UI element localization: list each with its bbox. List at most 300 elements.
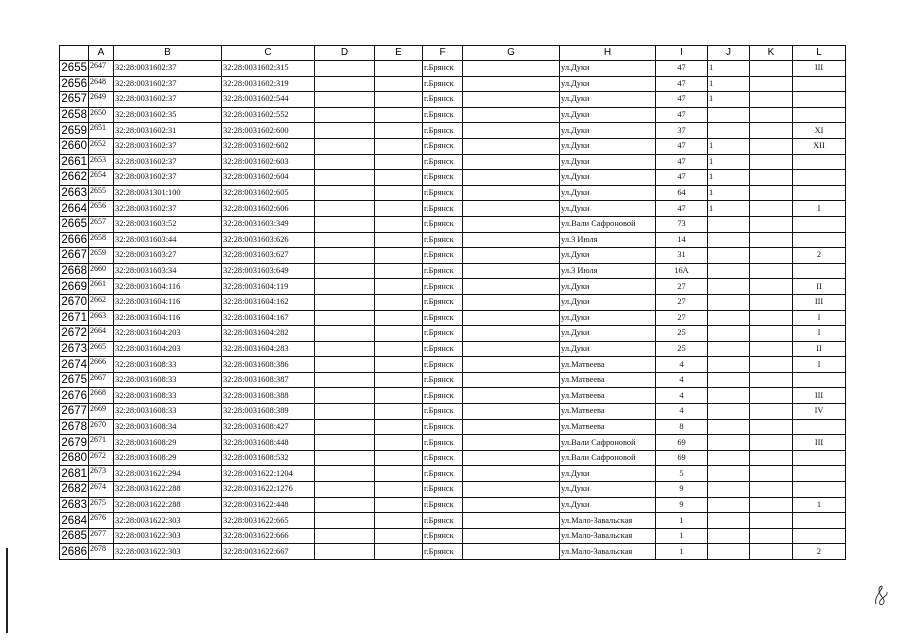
cell-i[interactable]: 47 <box>656 201 708 217</box>
row-number[interactable]: 2673 <box>61 342 87 355</box>
cell-a[interactable]: 2665 <box>89 341 114 357</box>
cell-d[interactable] <box>315 154 375 170</box>
cell-e[interactable] <box>375 138 423 154</box>
column-header-d[interactable]: D <box>315 46 375 61</box>
cell-k[interactable] <box>750 61 793 77</box>
cell-c[interactable]: 32:28:0031602:605 <box>222 185 315 201</box>
cell-i[interactable]: 1 <box>656 528 708 544</box>
cell-i[interactable]: 5 <box>656 466 708 482</box>
cell-c[interactable]: 32:28:0031622:1276 <box>222 482 315 498</box>
row-number[interactable]: 2683 <box>61 498 87 511</box>
cell-j[interactable] <box>708 123 750 139</box>
cell-f[interactable]: г.Брянск <box>423 61 463 77</box>
cell-b[interactable]: 32:28:0031608:33 <box>114 372 222 388</box>
cell-f[interactable]: г.Брянск <box>423 92 463 108</box>
column-header-h[interactable]: H <box>560 46 656 61</box>
cell-b[interactable]: 32:28:0031622:288 <box>114 482 222 498</box>
cell-f[interactable]: г.Брянск <box>423 450 463 466</box>
cell-j[interactable] <box>708 388 750 404</box>
cell-e[interactable] <box>375 372 423 388</box>
cell-j[interactable]: 1 <box>708 185 750 201</box>
cell-b[interactable]: 32:28:0031604:116 <box>114 279 222 295</box>
cell-l[interactable] <box>793 466 846 482</box>
cell-g[interactable] <box>463 232 560 248</box>
cell-e[interactable] <box>375 170 423 186</box>
row-number[interactable]: 2677 <box>61 405 87 418</box>
cell-l[interactable] <box>793 154 846 170</box>
cell-h[interactable]: ул.Дуки <box>560 248 656 264</box>
cell-i[interactable]: 9 <box>656 482 708 498</box>
cell-l[interactable]: II <box>793 341 846 357</box>
row-number[interactable]: 2662 <box>61 171 87 184</box>
cell-b[interactable]: 32:28:0031602:37 <box>114 76 222 92</box>
cell-d[interactable] <box>315 372 375 388</box>
cell-g[interactable] <box>463 419 560 435</box>
cell-b[interactable]: 32:28:0031622:303 <box>114 544 222 560</box>
cell-a[interactable]: 2661 <box>89 279 114 295</box>
cell-b[interactable]: 32:28:0031602:37 <box>114 138 222 154</box>
cell-a[interactable]: 2662 <box>89 294 114 310</box>
column-header-i[interactable]: I <box>656 46 708 61</box>
cell-j[interactable] <box>708 497 750 513</box>
cell-d[interactable] <box>315 435 375 451</box>
cell-c[interactable]: 32:28:0031602:602 <box>222 138 315 154</box>
cell-i[interactable]: 47 <box>656 107 708 123</box>
cell-l[interactable]: III <box>793 388 846 404</box>
cell-h[interactable]: ул.Вали Сафроновой <box>560 450 656 466</box>
cell-k[interactable] <box>750 170 793 186</box>
cell-g[interactable] <box>463 294 560 310</box>
cell-c[interactable]: 32:28:0031608:389 <box>222 404 315 420</box>
cell-d[interactable] <box>315 279 375 295</box>
cell-j[interactable] <box>708 466 750 482</box>
cell-j[interactable] <box>708 263 750 279</box>
cell-c[interactable]: 32:28:0031622:448 <box>222 497 315 513</box>
row-number[interactable]: 2674 <box>61 358 87 371</box>
cell-f[interactable]: г.Брянск <box>423 435 463 451</box>
cell-c[interactable]: 32:28:0031608:387 <box>222 372 315 388</box>
cell-j[interactable]: 1 <box>708 201 750 217</box>
cell-b[interactable]: 32:28:0031622:294 <box>114 466 222 482</box>
cell-k[interactable] <box>750 435 793 451</box>
cell-g[interactable] <box>463 388 560 404</box>
cell-k[interactable] <box>750 497 793 513</box>
cell-i[interactable]: 8 <box>656 419 708 435</box>
row-number[interactable]: 2682 <box>61 483 87 496</box>
cell-j[interactable]: 1 <box>708 92 750 108</box>
cell-h[interactable]: ул.Дуки <box>560 92 656 108</box>
cell-e[interactable] <box>375 357 423 373</box>
cell-e[interactable] <box>375 435 423 451</box>
cell-h[interactable]: ул.Матвеева <box>560 357 656 373</box>
cell-d[interactable] <box>315 310 375 326</box>
cell-l[interactable] <box>793 263 846 279</box>
cell-f[interactable]: г.Брянск <box>423 466 463 482</box>
cell-j[interactable] <box>708 482 750 498</box>
cell-j[interactable] <box>708 216 750 232</box>
cell-i[interactable]: 4 <box>656 404 708 420</box>
cell-l[interactable] <box>793 372 846 388</box>
cell-k[interactable] <box>750 404 793 420</box>
cell-a[interactable]: 2655 <box>89 185 114 201</box>
cell-a[interactable]: 2659 <box>89 248 114 264</box>
cell-i[interactable]: 31 <box>656 248 708 264</box>
cell-a[interactable]: 2657 <box>89 216 114 232</box>
cell-j[interactable] <box>708 435 750 451</box>
cell-g[interactable] <box>463 107 560 123</box>
cell-k[interactable] <box>750 216 793 232</box>
cell-d[interactable] <box>315 201 375 217</box>
cell-c[interactable]: 32:28:0031603:626 <box>222 232 315 248</box>
cell-f[interactable]: г.Брянск <box>423 497 463 513</box>
cell-e[interactable] <box>375 482 423 498</box>
cell-l[interactable] <box>793 232 846 248</box>
cell-h[interactable]: ул.Дуки <box>560 326 656 342</box>
cell-k[interactable] <box>750 232 793 248</box>
cell-d[interactable] <box>315 326 375 342</box>
cell-l[interactable] <box>793 170 846 186</box>
cell-k[interactable] <box>750 372 793 388</box>
row-number[interactable]: 2672 <box>61 327 87 340</box>
cell-b[interactable]: 32:28:0031622:303 <box>114 528 222 544</box>
cell-h[interactable]: ул.Мало-Завальская <box>560 513 656 529</box>
cell-k[interactable] <box>750 450 793 466</box>
cell-d[interactable] <box>315 294 375 310</box>
row-number[interactable]: 2679 <box>61 436 87 449</box>
cell-g[interactable] <box>463 310 560 326</box>
row-number[interactable]: 2685 <box>61 530 87 543</box>
row-number[interactable]: 2686 <box>61 545 87 558</box>
cell-f[interactable]: г.Брянск <box>423 404 463 420</box>
cell-f[interactable]: г.Брянск <box>423 419 463 435</box>
cell-i[interactable]: 1 <box>656 544 708 560</box>
cell-e[interactable] <box>375 341 423 357</box>
cell-a[interactable]: 2654 <box>89 170 114 186</box>
cell-h[interactable]: ул.3 Июля <box>560 232 656 248</box>
cell-b[interactable]: 32:28:0031622:288 <box>114 497 222 513</box>
cell-h[interactable]: ул.Дуки <box>560 294 656 310</box>
cell-a[interactable]: 2678 <box>89 544 114 560</box>
cell-j[interactable] <box>708 294 750 310</box>
cell-h[interactable]: ул.Дуки <box>560 138 656 154</box>
cell-h[interactable]: ул.Матвеева <box>560 404 656 420</box>
cell-a[interactable]: 2668 <box>89 388 114 404</box>
cell-h[interactable]: ул.Дуки <box>560 170 656 186</box>
cell-f[interactable]: г.Брянск <box>423 216 463 232</box>
cell-g[interactable] <box>463 404 560 420</box>
cell-g[interactable] <box>463 170 560 186</box>
cell-g[interactable] <box>463 482 560 498</box>
row-number[interactable]: 2661 <box>61 155 87 168</box>
cell-h[interactable]: ул.Дуки <box>560 201 656 217</box>
cell-c[interactable]: 32:28:0031604:282 <box>222 326 315 342</box>
cell-k[interactable] <box>750 294 793 310</box>
cell-c[interactable]: 32:28:0031608:427 <box>222 419 315 435</box>
cell-g[interactable] <box>463 279 560 295</box>
cell-e[interactable] <box>375 76 423 92</box>
cell-f[interactable]: г.Брянск <box>423 310 463 326</box>
cell-e[interactable] <box>375 528 423 544</box>
cell-l[interactable]: XII <box>793 138 846 154</box>
cell-i[interactable]: 37 <box>656 123 708 139</box>
cell-i[interactable]: 47 <box>656 154 708 170</box>
cell-k[interactable] <box>750 419 793 435</box>
cell-k[interactable] <box>750 248 793 264</box>
cell-f[interactable]: г.Брянск <box>423 185 463 201</box>
cell-d[interactable] <box>315 61 375 77</box>
cell-d[interactable] <box>315 138 375 154</box>
cell-j[interactable]: 1 <box>708 170 750 186</box>
row-number[interactable]: 2681 <box>61 467 87 480</box>
cell-j[interactable] <box>708 279 750 295</box>
cell-a[interactable]: 2673 <box>89 466 114 482</box>
row-number[interactable]: 2660 <box>61 140 87 153</box>
cell-b[interactable]: 32:28:0031608:33 <box>114 388 222 404</box>
cell-l[interactable]: 1 <box>793 497 846 513</box>
cell-i[interactable]: 47 <box>656 61 708 77</box>
cell-c[interactable]: 32:28:0031602:544 <box>222 92 315 108</box>
cell-h[interactable]: ул.3 Июля <box>560 263 656 279</box>
cell-c[interactable]: 32:28:0031602:552 <box>222 107 315 123</box>
row-number[interactable]: 2665 <box>61 218 87 231</box>
cell-l[interactable] <box>793 92 846 108</box>
cell-d[interactable] <box>315 123 375 139</box>
cell-h[interactable]: ул.Дуки <box>560 466 656 482</box>
cell-c[interactable]: 32:28:0031602:315 <box>222 61 315 77</box>
cell-b[interactable]: 32:28:0031608:29 <box>114 450 222 466</box>
cell-a[interactable]: 2652 <box>89 138 114 154</box>
cell-f[interactable]: г.Брянск <box>423 279 463 295</box>
cell-i[interactable]: 14 <box>656 232 708 248</box>
cell-g[interactable] <box>463 326 560 342</box>
cell-h[interactable]: ул.Дуки <box>560 154 656 170</box>
cell-f[interactable]: г.Брянск <box>423 232 463 248</box>
cell-d[interactable] <box>315 341 375 357</box>
cell-h[interactable]: ул.Дуки <box>560 76 656 92</box>
cell-h[interactable]: ул.Дуки <box>560 310 656 326</box>
cell-a[interactable]: 2660 <box>89 263 114 279</box>
cell-e[interactable] <box>375 232 423 248</box>
cell-a[interactable]: 2675 <box>89 497 114 513</box>
row-number[interactable]: 2680 <box>61 452 87 465</box>
cell-l[interactable]: 2 <box>793 248 846 264</box>
cell-i[interactable]: 25 <box>656 326 708 342</box>
cell-i[interactable]: 4 <box>656 372 708 388</box>
cell-k[interactable] <box>750 123 793 139</box>
cell-f[interactable]: г.Брянск <box>423 388 463 404</box>
cell-c[interactable]: 32:28:0031604:119 <box>222 279 315 295</box>
cell-c[interactable]: 32:28:0031608:448 <box>222 435 315 451</box>
cell-e[interactable] <box>375 61 423 77</box>
cell-c[interactable]: 32:28:0031608:532 <box>222 450 315 466</box>
cell-k[interactable] <box>750 185 793 201</box>
row-number[interactable]: 2657 <box>61 93 87 106</box>
cell-i[interactable]: 47 <box>656 170 708 186</box>
cell-e[interactable] <box>375 263 423 279</box>
cell-k[interactable] <box>750 388 793 404</box>
row-number[interactable]: 2658 <box>61 109 87 122</box>
cell-l[interactable] <box>793 76 846 92</box>
cell-j[interactable] <box>708 107 750 123</box>
cell-k[interactable] <box>750 528 793 544</box>
cell-f[interactable]: г.Брянск <box>423 357 463 373</box>
cell-l[interactable]: XI <box>793 123 846 139</box>
cell-g[interactable] <box>463 154 560 170</box>
cell-j[interactable] <box>708 419 750 435</box>
cell-g[interactable] <box>463 123 560 139</box>
row-number[interactable]: 2669 <box>61 280 87 293</box>
cell-i[interactable]: 4 <box>656 357 708 373</box>
cell-d[interactable] <box>315 528 375 544</box>
cell-l[interactable]: II <box>793 279 846 295</box>
cell-k[interactable] <box>750 279 793 295</box>
cell-f[interactable]: г.Брянск <box>423 263 463 279</box>
cell-h[interactable]: ул.Дуки <box>560 482 656 498</box>
cell-d[interactable] <box>315 170 375 186</box>
cell-k[interactable] <box>750 107 793 123</box>
cell-c[interactable]: 32:28:0031604:283 <box>222 341 315 357</box>
cell-j[interactable] <box>708 450 750 466</box>
cell-f[interactable]: г.Брянск <box>423 248 463 264</box>
cell-b[interactable]: 32:28:0031602:37 <box>114 61 222 77</box>
cell-f[interactable]: г.Брянск <box>423 294 463 310</box>
cell-i[interactable]: 73 <box>656 216 708 232</box>
cell-c[interactable]: 32:28:0031602:604 <box>222 170 315 186</box>
cell-a[interactable]: 2676 <box>89 513 114 529</box>
cell-l[interactable]: IV <box>793 404 846 420</box>
cell-h[interactable]: ул.Дуки <box>560 61 656 77</box>
column-header-c[interactable]: C <box>222 46 315 61</box>
cell-c[interactable]: 32:28:0031603:627 <box>222 248 315 264</box>
cell-d[interactable] <box>315 92 375 108</box>
cell-d[interactable] <box>315 107 375 123</box>
row-number[interactable]: 2667 <box>61 249 87 262</box>
cell-i[interactable]: 25 <box>656 341 708 357</box>
cell-f[interactable]: г.Брянск <box>423 544 463 560</box>
cell-b[interactable]: 32:28:0031603:44 <box>114 232 222 248</box>
cell-d[interactable] <box>315 544 375 560</box>
cell-l[interactable] <box>793 107 846 123</box>
cell-f[interactable]: г.Брянск <box>423 513 463 529</box>
row-number[interactable]: 2670 <box>61 296 87 309</box>
cell-i[interactable]: 27 <box>656 310 708 326</box>
cell-h[interactable]: ул.Мало-Завальская <box>560 544 656 560</box>
cell-k[interactable] <box>750 544 793 560</box>
cell-b[interactable]: 32:28:0031622:303 <box>114 513 222 529</box>
cell-c[interactable]: 32:28:0031604:162 <box>222 294 315 310</box>
cell-i[interactable]: 64 <box>656 185 708 201</box>
cell-c[interactable]: 32:28:0031622:666 <box>222 528 315 544</box>
cell-g[interactable] <box>463 76 560 92</box>
cell-a[interactable]: 2663 <box>89 310 114 326</box>
cell-c[interactable]: 32:28:0031608:388 <box>222 388 315 404</box>
cell-h[interactable]: ул.Матвеева <box>560 388 656 404</box>
cell-e[interactable] <box>375 450 423 466</box>
cell-e[interactable] <box>375 388 423 404</box>
cell-l[interactable]: I <box>793 201 846 217</box>
cell-k[interactable] <box>750 513 793 529</box>
cell-h[interactable]: ул.Мало-Завальская <box>560 528 656 544</box>
row-number[interactable]: 2671 <box>61 311 87 324</box>
cell-k[interactable] <box>750 138 793 154</box>
cell-e[interactable] <box>375 201 423 217</box>
cell-c[interactable]: 32:28:0031602:319 <box>222 76 315 92</box>
cell-l[interactable] <box>793 528 846 544</box>
cell-a[interactable]: 2658 <box>89 232 114 248</box>
cell-g[interactable] <box>463 544 560 560</box>
cell-j[interactable] <box>708 357 750 373</box>
cell-k[interactable] <box>750 263 793 279</box>
cell-e[interactable] <box>375 279 423 295</box>
cell-d[interactable] <box>315 185 375 201</box>
cell-f[interactable]: г.Брянск <box>423 201 463 217</box>
cell-f[interactable]: г.Брянск <box>423 528 463 544</box>
cell-c[interactable]: 32:28:0031602:606 <box>222 201 315 217</box>
cell-k[interactable] <box>750 326 793 342</box>
cell-g[interactable] <box>463 357 560 373</box>
cell-g[interactable] <box>463 61 560 77</box>
cell-d[interactable] <box>315 76 375 92</box>
cell-a[interactable]: 2671 <box>89 435 114 451</box>
cell-d[interactable] <box>315 404 375 420</box>
cell-e[interactable] <box>375 326 423 342</box>
cell-g[interactable] <box>463 372 560 388</box>
cell-a[interactable]: 2672 <box>89 450 114 466</box>
column-header-f[interactable]: F <box>423 46 463 61</box>
cell-c[interactable]: 32:28:0031602:600 <box>222 123 315 139</box>
cell-i[interactable]: 9 <box>656 497 708 513</box>
cell-l[interactable]: III <box>793 435 846 451</box>
cell-j[interactable] <box>708 232 750 248</box>
cell-i[interactable]: 69 <box>656 450 708 466</box>
cell-k[interactable] <box>750 341 793 357</box>
cell-g[interactable] <box>463 248 560 264</box>
cell-i[interactable]: 16А <box>656 263 708 279</box>
cell-d[interactable] <box>315 388 375 404</box>
row-number[interactable]: 2655 <box>61 62 87 75</box>
cell-g[interactable] <box>463 341 560 357</box>
cell-e[interactable] <box>375 92 423 108</box>
cell-i[interactable]: 27 <box>656 294 708 310</box>
cell-b[interactable]: 32:28:0031608:29 <box>114 435 222 451</box>
cell-b[interactable]: 32:28:0031602:37 <box>114 154 222 170</box>
cell-b[interactable]: 32:28:0031602:37 <box>114 92 222 108</box>
cell-b[interactable]: 32:28:0031604:203 <box>114 341 222 357</box>
cell-k[interactable] <box>750 201 793 217</box>
cell-d[interactable] <box>315 513 375 529</box>
cell-h[interactable]: ул.Дуки <box>560 341 656 357</box>
cell-e[interactable] <box>375 185 423 201</box>
cell-j[interactable] <box>708 326 750 342</box>
cell-f[interactable]: г.Брянск <box>423 107 463 123</box>
cell-a[interactable]: 2653 <box>89 154 114 170</box>
cell-h[interactable]: ул.Вали Сафроновой <box>560 216 656 232</box>
cell-i[interactable]: 1 <box>656 513 708 529</box>
cell-c[interactable]: 32:28:0031622:667 <box>222 544 315 560</box>
cell-k[interactable] <box>750 482 793 498</box>
cell-a[interactable]: 2669 <box>89 404 114 420</box>
cell-g[interactable] <box>463 497 560 513</box>
cell-g[interactable] <box>463 435 560 451</box>
cell-h[interactable]: ул.Дуки <box>560 123 656 139</box>
cell-i[interactable]: 47 <box>656 92 708 108</box>
cell-b[interactable]: 32:28:0031608:33 <box>114 404 222 420</box>
cell-c[interactable]: 32:28:0031602:603 <box>222 154 315 170</box>
column-header-b[interactable]: B <box>114 46 222 61</box>
cell-b[interactable]: 32:28:0031608:33 <box>114 357 222 373</box>
cell-j[interactable] <box>708 248 750 264</box>
cell-b[interactable]: 32:28:0031602:37 <box>114 170 222 186</box>
